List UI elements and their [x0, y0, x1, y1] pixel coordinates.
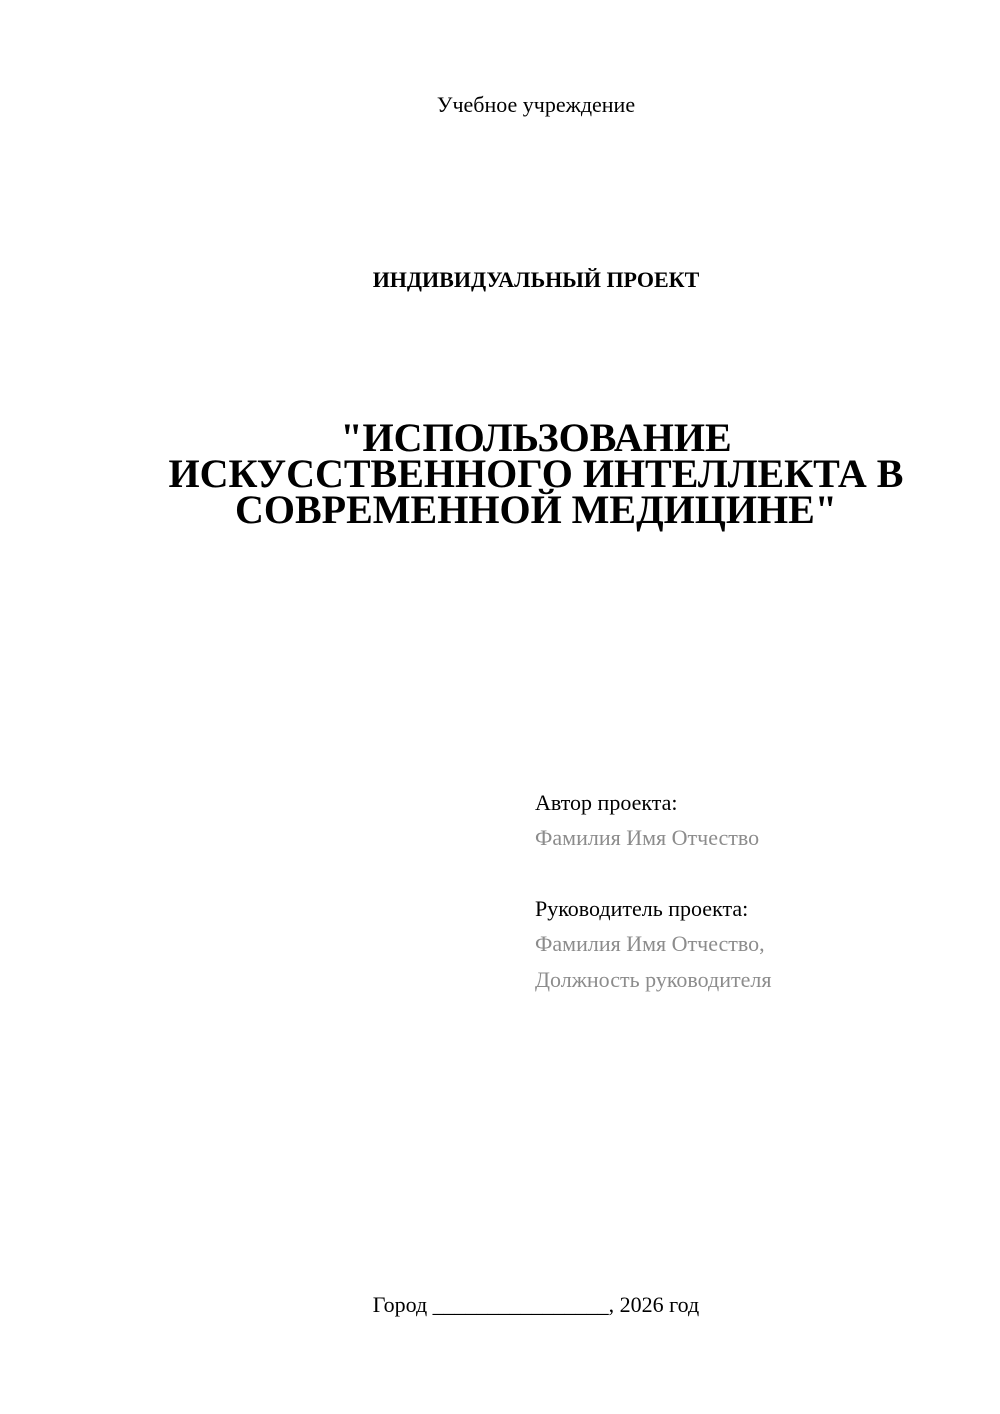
city-year-footer: Город ________________, 2026 год — [372, 1292, 700, 1317]
document-type: ИНДИВИДУАЛЬНЫЙ ПРОЕКТ — [372, 267, 700, 292]
supervisor-position: Должность руководителя — [535, 967, 772, 992]
project-info-block — [535, 786, 771, 998]
author-name: Фамилия Имя Отчество — [535, 825, 760, 850]
project-title-line-1: "ИСПОЛЬЗОВАНИЕ — [340, 415, 732, 460]
institution-name: Учебное учреждение — [436, 92, 636, 117]
project-title-line-3: СОВРЕМЕННОЙ МЕДИЦИНЕ" — [235, 487, 837, 532]
author-label: Автор проекта: — [535, 790, 678, 815]
project-title-line-2: ИСКУССТВЕННОГО ИНТЕЛЛЕКТА В — [168, 451, 904, 496]
supervisor-label: Руководитель проекта: — [535, 896, 749, 921]
supervisor-name: Фамилия Имя Отчество, — [535, 931, 765, 956]
project-title — [0, 415, 1000, 532]
